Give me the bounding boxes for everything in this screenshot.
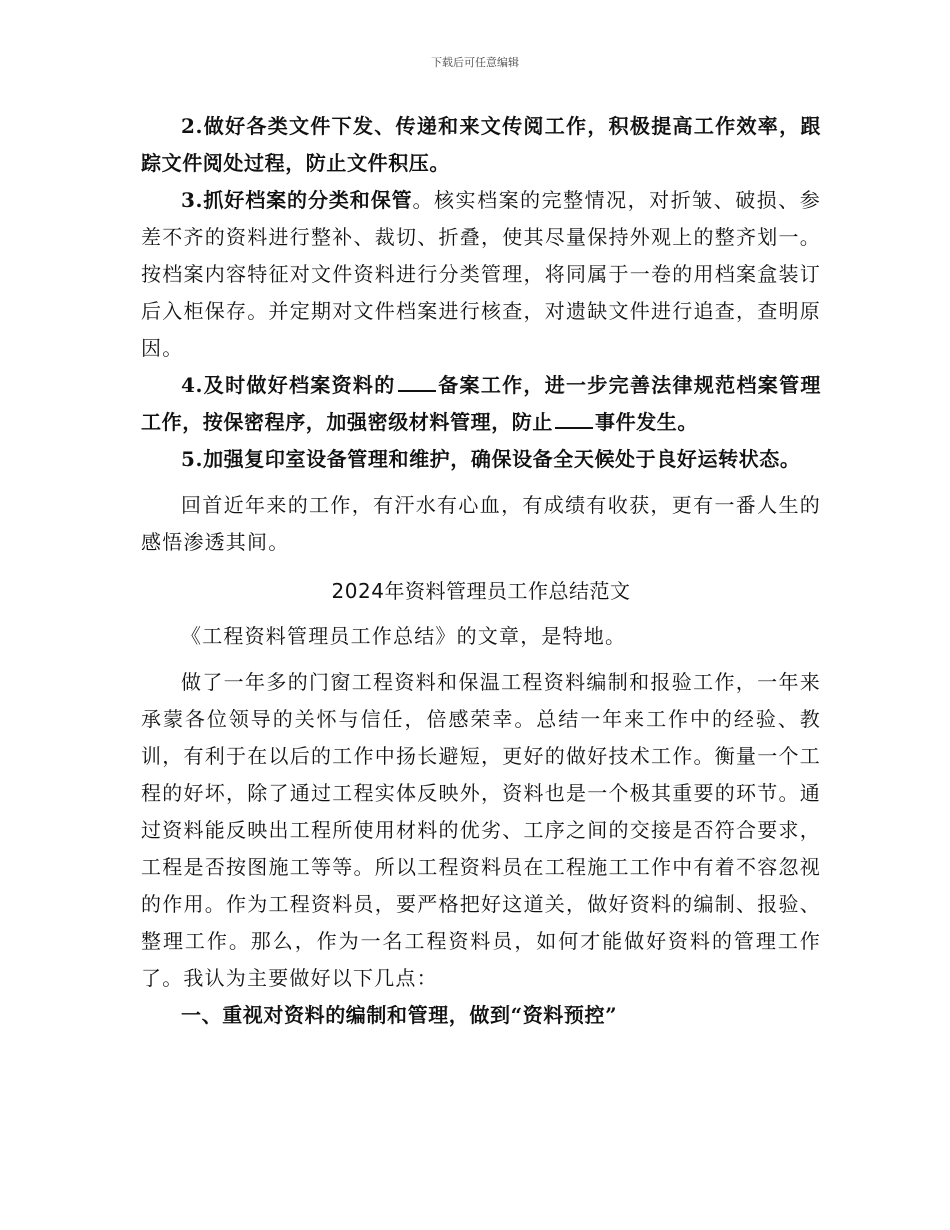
body-paragraph: 做了一年多的门窗工程资料和保温工程资料编制和报验工作，一年来承蒙各位领导的关怀与信任，倍感荣幸。总结一年来工作中的经验、教训，有利于在以后的工作中扬长避短，更好的做好技术工作。衡量一个工程的好坏，除了通过工程实体反映外，资料也是一个极其重要的环节。通过资料能反映出工程所使用材料的优劣、工序之间的交接是否符合要求，工程是否按图施工等等。所以工程资料员在工程施工工作中有着不容忽视的作用。作为工程资料员，要严格把好这道关，做好资料的编制、报验、整理工作。那么，作为一名工程资料员，如何才能做好资料的管理工作了。我认为主要做好以下几点： <box>141 670 821 990</box>
document-body <box>141 108 821 1034</box>
item-4-part1: 4.及时做好档案资料的 <box>181 373 396 397</box>
item-3-paragraph <box>141 182 821 367</box>
item-3-body: 。核实档案的完整情况，对折皱、破损、参差不齐的资料进行整补、裁切、折叠，使其尽量保持外观上的整齐划一。按档案内容特征对文件资料进行分类管理，将同属于一卷的用档案盒装订后入柜保存。并定期对文件档案进行核查，对遗缺文件进行追查，查明原因。 <box>141 188 821 360</box>
item-5-paragraph: 5.加强复印室设备管理和维护，确保设备全天候处于良好运转状态。 <box>181 447 801 471</box>
item-4-paragraph <box>141 367 821 441</box>
section-title: 2024年资料管理员工作总结范文 <box>331 579 631 603</box>
section-heading-1: 一、重视对资料的编制和管理，做到“资料预控” <box>181 1003 618 1027</box>
intro-paragraph: 《工程资料管理员工作总结》的文章，是特地。 <box>181 624 627 648</box>
item-4-part2: 备案工作，进一步完善法律规范档案管理工作，按保密程序，加强密级材料管理，防止 <box>141 373 821 434</box>
blank-line <box>555 405 593 429</box>
item-2-paragraph: 2.做好各类文件下发、传递和来文传阅工作，积极提高工作效率，跟踪文件阅处过程，防止文件积压。 <box>141 114 821 175</box>
closing-paragraph: 回首近年来的工作，有汗水有心血，有成绩有收获，更有一番人生的感悟渗透其间。 <box>141 493 821 554</box>
blank-line <box>398 368 436 392</box>
item-4-part3: 事件发生。 <box>595 410 698 434</box>
item-3-lead: 3.抓好档案的分类和保管 <box>181 188 413 212</box>
header-note: 下载后可任意编辑 <box>431 56 519 69</box>
